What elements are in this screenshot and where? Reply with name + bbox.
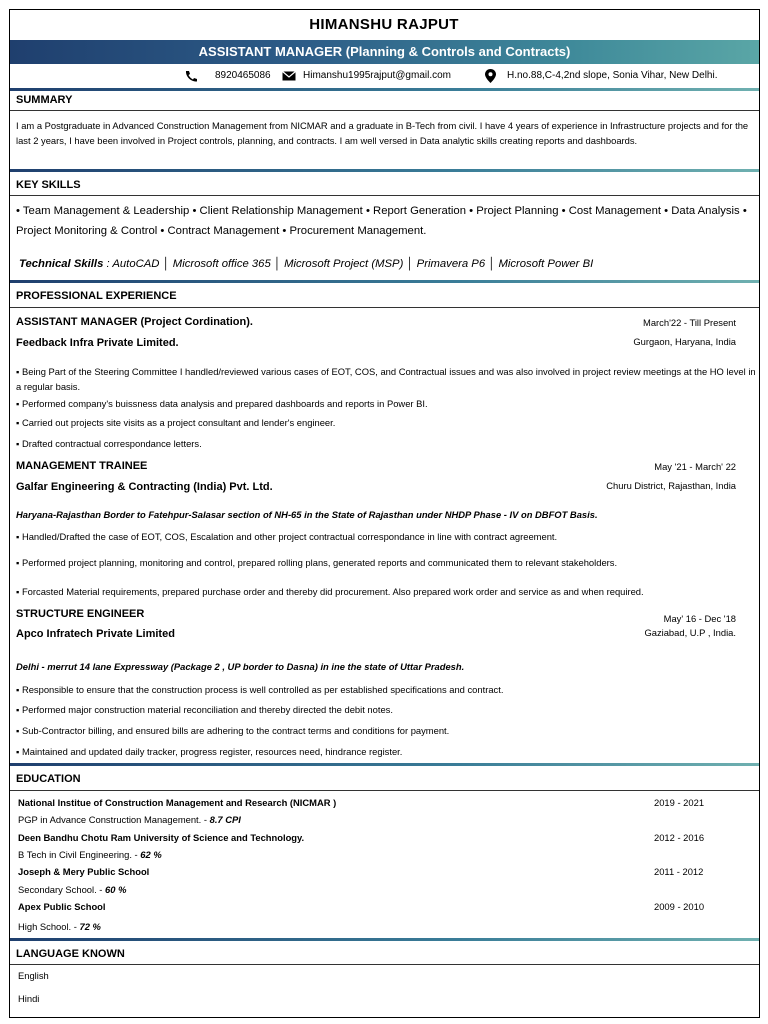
education-years: 2019 - 2021 (654, 797, 705, 808)
candidate-name: HIMANSHU RAJPUT (309, 16, 459, 33)
degree-score: 72 % (79, 921, 101, 932)
section-underline (10, 964, 759, 965)
job-location: Gurgaon, Haryana, India (633, 336, 736, 347)
languages-heading: LANGUAGE KNOWN (16, 948, 125, 960)
job-role: ASSISTANT MANAGER (Project Cordination). (16, 316, 253, 328)
summary-heading: SUMMARY (16, 94, 73, 106)
job-bullet: ▪ Handled/Drafted the case of EOT, COS, Escalation and other project contractual correspondance in line with contract agreement. (16, 531, 558, 542)
job-company: Apco Infratech Private Limited (16, 628, 175, 640)
job-bullet: ▪ Performed project planning, monitoring and control, prepared rolling plans, generated reports and communicated them to relevant stakeholders. (16, 557, 618, 568)
job-bullet: ▪ Sub-Contractor billing, and ensured bills are adhering to the contract terms and conditions for payment. (16, 725, 450, 736)
education-years: 2009 - 2010 (654, 901, 705, 912)
education-years: 2011 - 2012 (654, 866, 704, 877)
project-description: Haryana-Rajasthan Border to Fatehpur-Salasar section of NH-65 in the State of Rajasthan under NHDP Phase - IV on DBFOT Basis. (16, 509, 598, 520)
technical-skills-label: Technical Skills (19, 258, 104, 270)
home-address: H.no.88,C-4,2nd slope, Sonia Vihar, New Delhi. (507, 70, 718, 81)
language-item: Hindi (18, 993, 40, 1004)
job-bullet: ▪ Drafted contractual correspondance letters. (16, 438, 202, 449)
location-pin-icon (485, 69, 496, 83)
section-underline (10, 790, 759, 791)
section-divider (10, 280, 759, 283)
section-underline (10, 307, 759, 308)
job-company: Galfar Engineering & Contracting (India) Pvt. Ltd. (16, 481, 273, 493)
job-dates: May' 16 - Dec '18 (663, 613, 736, 624)
section-divider (10, 763, 759, 766)
degree: High School. - 72 % (18, 921, 101, 932)
experience-heading: PROFESSIONAL EXPERIENCE (16, 290, 177, 302)
degree: Secondary School. - 60 % (18, 884, 127, 895)
job-location: Churu District, Rajasthan, India (606, 480, 736, 491)
project-description: Delhi - merrut 14 lane Expressway (Package 2 , UP border to Dasna) in ine the state of Uttar Pradesh. (16, 661, 465, 672)
language-item: English (18, 970, 49, 981)
education-heading: EDUCATION (16, 773, 81, 785)
section-divider (10, 88, 759, 91)
email-address: Himanshu1995rajput@gmail.com (303, 70, 451, 81)
job-role: STRUCTURE ENGINEER (16, 608, 145, 620)
job-title: ASSISTANT MANAGER (Planning & Controls and Contracts) (198, 44, 571, 59)
school-name: National Institue of Construction Management and Research (NICMAR ) (18, 797, 337, 808)
job-company: Feedback Infra Private Limited. (16, 337, 179, 349)
degree-score: 8.7 CPI (209, 814, 241, 825)
degree: B Tech in Civil Engineering. - 62 % (18, 849, 162, 860)
school-name: Apex Public School (18, 901, 106, 912)
degree-score: 62 % (140, 849, 162, 860)
job-role: MANAGEMENT TRAINEE (16, 460, 148, 472)
summary-text: I am a Postgraduate in Advanced Construction Management from NICMAR and a graduate in B-Tech from civil. I have 4 years of experience in Infrastructure projects and for the last 2 years, I have been involved in Project controls, planning, and contracts. I am well versed in Data analytic skills creating reports and dashboards. (16, 120, 749, 146)
job-location: Gaziabad, U.P , India. (644, 627, 736, 638)
degree-score: 60 % (105, 884, 127, 895)
job-bullet: ▪ Being Part of the Steering Committee I handled/reviewed various cases of EOT, COS, and Contractual issues and was also involved in project review meetings at the HO level in a regular basis. (16, 366, 756, 392)
education-years: 2012 - 2016 (654, 832, 705, 843)
technical-skills-list: AutoCAD │ Microsoft office 365 │ Microsoft Project (MSP) │ Primavera P6 │ Microsoft Power BI (112, 258, 594, 270)
phone-icon (184, 70, 198, 82)
section-divider (10, 169, 759, 172)
school-name: Joseph & Mery Public School (18, 866, 150, 877)
technical-skills: Technical Skills : AutoCAD │ Microsoft office 365 │ Microsoft Project (MSP) │ Primavera P6 │ Microsoft Power BI (19, 258, 594, 270)
job-bullet: ▪ Performed company's buissness data analysis and prepared dashboards and reports in Power BI. (16, 398, 428, 409)
skills-list: • Team Management & Leadership • Client Relationship Management • Report Generation • Project Planning • Cost Management • Data Analysis • Project Monitoring & Control • Contract Management • Procurement Management. (16, 205, 747, 237)
email-icon (282, 71, 296, 81)
job-bullet: ▪ Performed major construction material reconciliation and thereby directed the debit notes. (16, 704, 393, 715)
degree: PGP in Advance Construction Management. - 8.7 CPI (18, 814, 241, 825)
section-divider (10, 938, 759, 941)
job-bullet: ▪ Responsible to ensure that the construction process is well controlled as per established specifications and contract. (16, 684, 504, 695)
job-bullet: ▪ Carried out projects site visits as a project consultant and lender's engineer. (16, 417, 336, 428)
section-underline (10, 110, 759, 111)
job-bullet: ▪ Forcasted Material requirements, prepared purchase order and thereby did procurement. Also prepared work order and service as and when required. (16, 586, 644, 597)
section-underline (10, 195, 759, 196)
skills-heading: KEY SKILLS (16, 179, 81, 191)
school-name: Deen Bandhu Chotu Ram University of Science and Technology. (18, 832, 305, 843)
job-dates: March'22 - Till Present (643, 317, 736, 328)
job-bullet: ▪ Maintained and updated daily tracker, progress register, resources need, hindrance register. (16, 746, 403, 757)
job-dates: May '21 - March' 22 (654, 461, 736, 472)
phone-number: 8920465086 (215, 70, 271, 81)
